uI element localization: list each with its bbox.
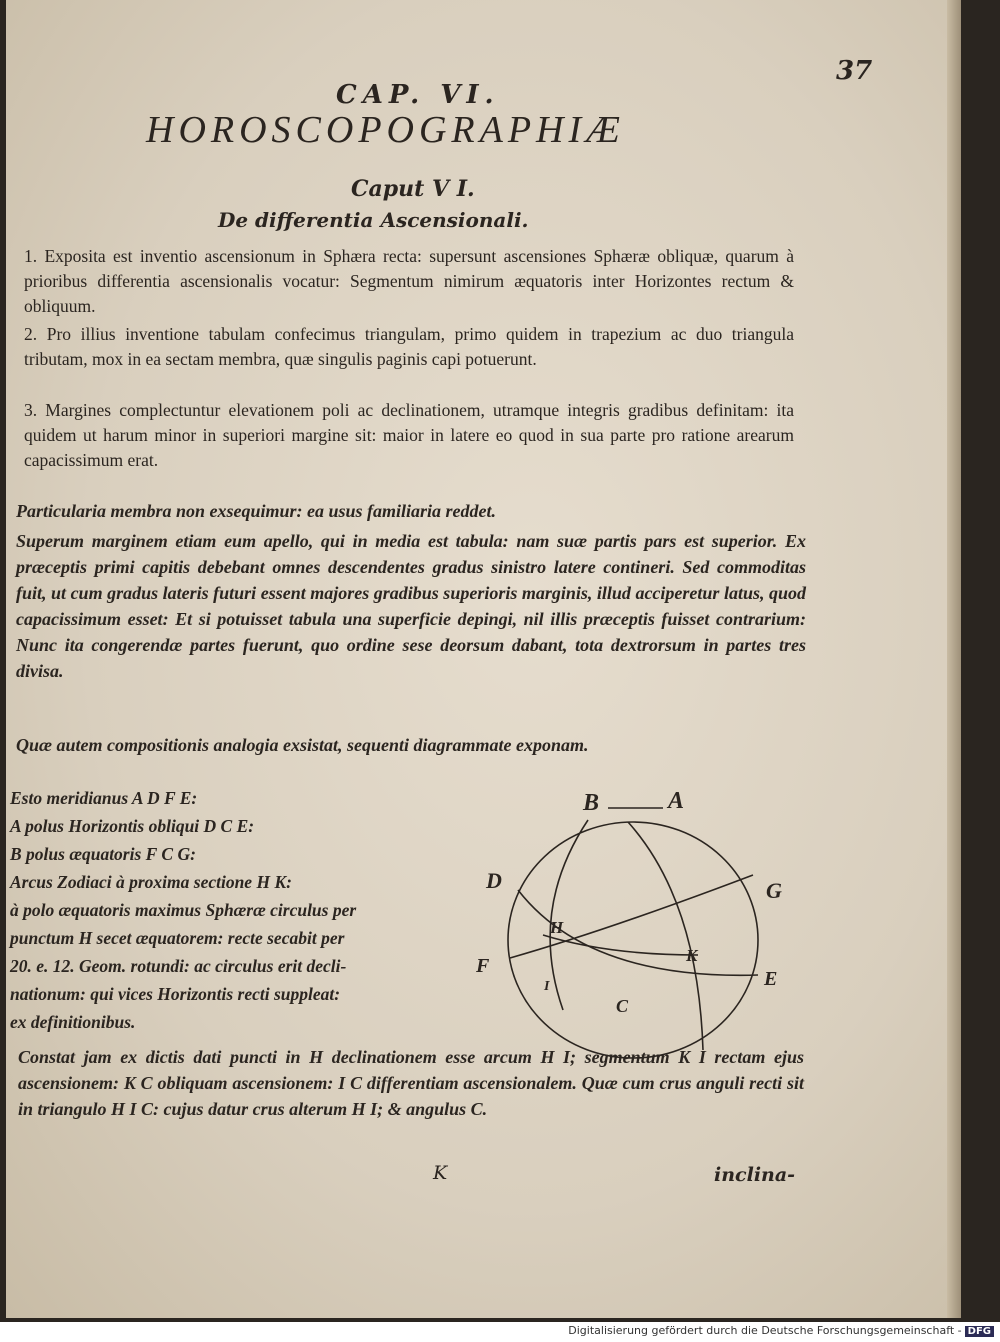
definition-line: Arcus Zodiaci à proxima sectione H K:: [10, 872, 292, 892]
definition-line: nationum: qui vices Horizontis recti suppleat:: [10, 984, 341, 1004]
label-c: C: [616, 996, 629, 1016]
sphere-diagram: [468, 780, 808, 1060]
paragraph-1: 1. Exposita est inventio ascensionum in Sphæra recta: supersunt ascensiones Sphæræ obliquæ, quarum à prioribus differentia ascensionalis vocatur: Segmentum nimirum æquatoris inter Horizontes rectum & obliquum.: [24, 246, 794, 316]
definition-line: 20. e. 12. Geom. rotundi: ac circulus erit decli-: [10, 956, 347, 976]
label-a: A: [668, 788, 685, 814]
definition-line: A polus Horizontis obliqui D C E:: [10, 816, 255, 836]
catchword: K: [433, 1162, 448, 1184]
credit-text: Digitalisierung gefördert durch die Deutsche Forschungsgemeinschaft -: [568, 1324, 962, 1337]
catchword-next-page: inclina-: [714, 1164, 796, 1186]
paragraph-2: 2. Pro illius inventione tabulam confecimus triangulam, primo quidem in trapezium ac duo triangula tributam, mox in ea sectam membra, quæ singulis paginis capi potuerunt.: [24, 324, 794, 369]
definition-line: B polus æquatoris F C G:: [10, 844, 196, 864]
definition-line: Esto meridianus A D F E:: [10, 788, 198, 808]
label-e: E: [764, 968, 778, 990]
declination-arc: [550, 820, 588, 1010]
definition-list: [10, 784, 480, 1036]
label-b: B: [583, 790, 600, 816]
vertical-arc: [543, 935, 698, 955]
label-d: D: [486, 868, 502, 893]
section-title: De differentia Ascensionali.: [218, 208, 529, 232]
digitization-credit: [568, 1324, 994, 1337]
page-edge: [947, 0, 961, 1318]
horizon-arc: [510, 875, 753, 958]
closing-paragraph: Constat jam ex dictis dati puncti in H declinationem esse arcum H I; segmentum K I rectam ejus ascensionem: K C obliquam ascensionem: I C differentiam ascensionalem. Quæ cum crus anguli recti sit in triangulo H I C: cujus datur crus alterum H I; & angulus C.: [18, 1047, 804, 1119]
meridian-circle: [508, 822, 758, 1058]
label-f: F: [476, 955, 490, 977]
zodiac-arc: [628, 822, 703, 1050]
italic-paragraph-2: Superum marginem etiam eum apello, qui in media est tabula: nam suæ partis pars est superior. Ex præceptis primi capitis debebant omnes descendentes gradus sinistro latere contineri. Sed commoditas fuit, ut cum gradus lateris futuri essent majores gradibus superioris marginis, illud acciperetur latus, quod capacissimum esset: Et si potuisset tabula una superficie depingi, nil illis præceptis fuisset contrarium: Nunc ita congerendæ partes fuerunt, quo ordine sese deorsum dabant, tota dextrorsum in partes tres divisa.: [16, 531, 806, 681]
book-page: [6, 0, 961, 1318]
italic-paragraph-3: Quæ autem compositionis analogia exsistat, sequenti diagrammate exponam.: [16, 735, 589, 755]
main-title: HOROSCOPOGRAPHIÆ: [146, 109, 625, 151]
paragraph-3: 3. Margines complectuntur elevationem poli ac declinationem, utramque integris gradibus definitam: ita quidem ut harum minor in superiori margine sit: maior in latere eo quod in sua parte pro ratione arearum capacissimum erat.: [24, 400, 794, 470]
definition-line: ex definitionibus.: [10, 1012, 136, 1032]
dfg-logo: DFG: [965, 1326, 994, 1337]
label-i: I: [544, 979, 550, 994]
chapter-title: Caput V I.: [351, 176, 475, 202]
italic-paragraph-1: Particularia membra non exsequimur: ea usus familiaria reddet.: [16, 501, 497, 521]
label-h: H: [550, 918, 564, 937]
label-g: G: [766, 878, 782, 903]
label-k: K: [686, 946, 698, 965]
definition-line: punctum H secet æquatorem: recte secabit per: [10, 928, 345, 948]
running-head: CAP. VI.: [336, 80, 500, 110]
page-number: 37: [836, 56, 873, 86]
definition-line: à polo æquatoris maximus Sphæræ circulus per: [10, 900, 357, 920]
